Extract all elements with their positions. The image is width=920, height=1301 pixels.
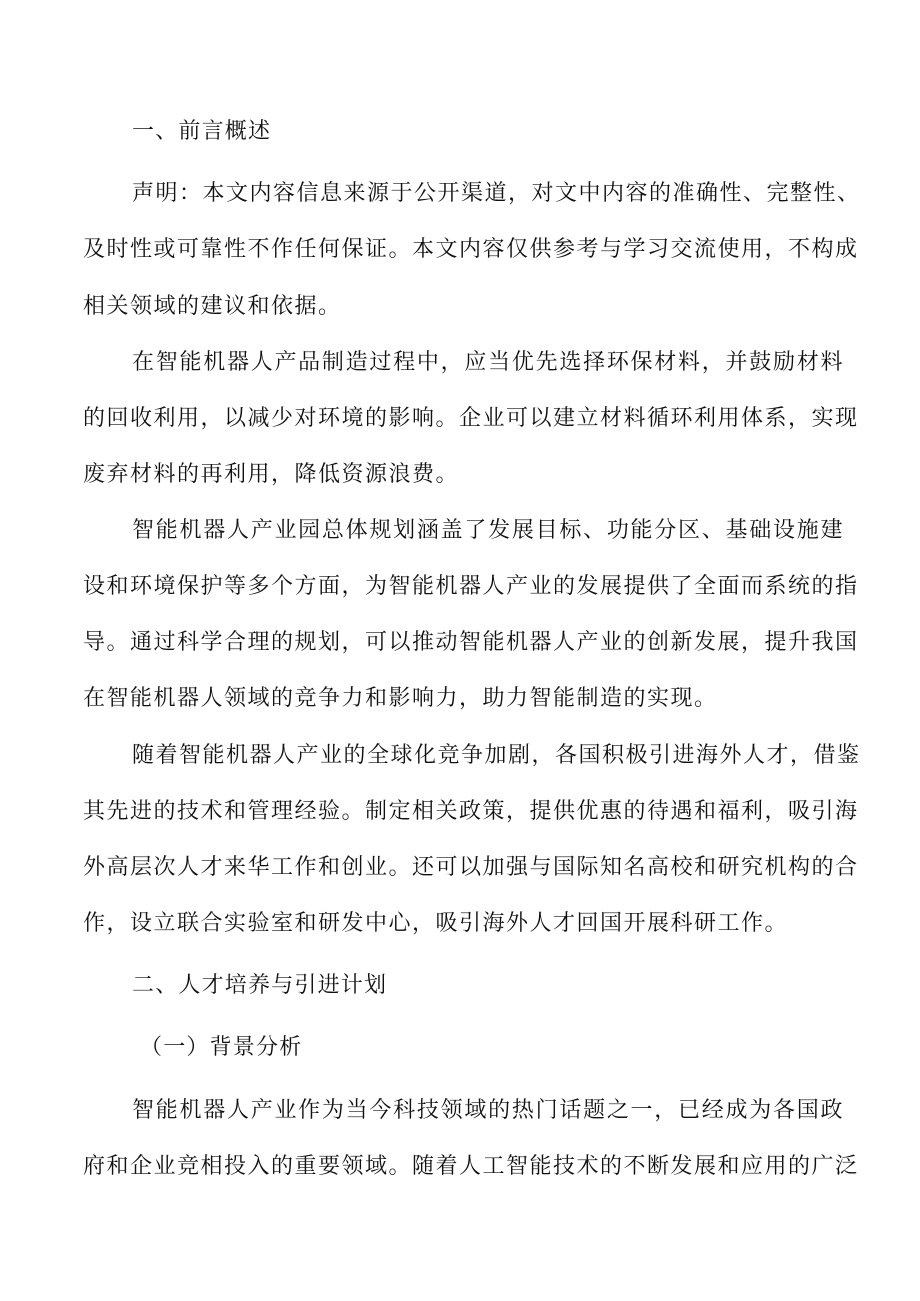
paragraph-line: 废弃材料的再利用，降低资源浪费。	[83, 462, 460, 487]
paragraph-line: 设和环境保护等多个方面，为智能机器人产业的发展提供了全面而系统的指	[83, 574, 859, 599]
disclaimer-line: 及时性或可靠性不作任何保证。本文内容仅供参考与学习交流使用，不构成	[83, 237, 859, 262]
section-heading-talent-plan: 二、人才培养与引进计划	[132, 973, 388, 998]
paragraph-line: 智能机器人产业园总体规划涵盖了发展目标、功能分区、基础设施建	[132, 518, 844, 543]
paragraph-line: 智能机器人产业作为当今科技领域的热门话题之一，已经成为各国政	[132, 1098, 844, 1123]
paragraph-line: 其先进的技术和管理经验。制定相关政策，提供优惠的待遇和福利，吸引海	[83, 799, 859, 824]
paragraph-line: 府和企业竞相投入的重要领域。随着人工智能技术的不断发展和应用的广泛	[83, 1154, 859, 1179]
disclaimer-line: 相关领域的建议和依据。	[83, 294, 342, 319]
paragraph-line: 在智能机器人领域的竞争力和影响力，助力智能制造的实现。	[83, 686, 718, 711]
paragraph-line: 在智能机器人产品制造过程中，应当优先选择环保材料，并鼓励材料	[132, 350, 844, 375]
paragraph-line: 外高层次人才来华工作和创业。还可以加强与国际知名高校和研究机构的合	[83, 855, 859, 880]
disclaimer-line: 声明：本文内容信息来源于公开渠道，对文中内容的准确性、完整性、	[132, 181, 861, 206]
paragraph-line: 的回收利用，以减少对环境的影响。企业可以建立材料循环利用体系，实现	[83, 406, 859, 431]
paragraph-line: 随着智能机器人产业的全球化竞争加剧，各国积极引进海外人才，借鉴	[132, 743, 861, 768]
section-heading-preface: 一、前言概述	[132, 119, 272, 144]
subsection-heading-background: （一）背景分析	[140, 1035, 303, 1060]
paragraph-line: 作，设立联合实验室和研发中心，吸引海外人才回国开展科研工作。	[83, 911, 789, 936]
paragraph-line: 导。通过科学合理的规划，可以推动智能机器人产业的创新发展，提升我国	[83, 630, 859, 655]
